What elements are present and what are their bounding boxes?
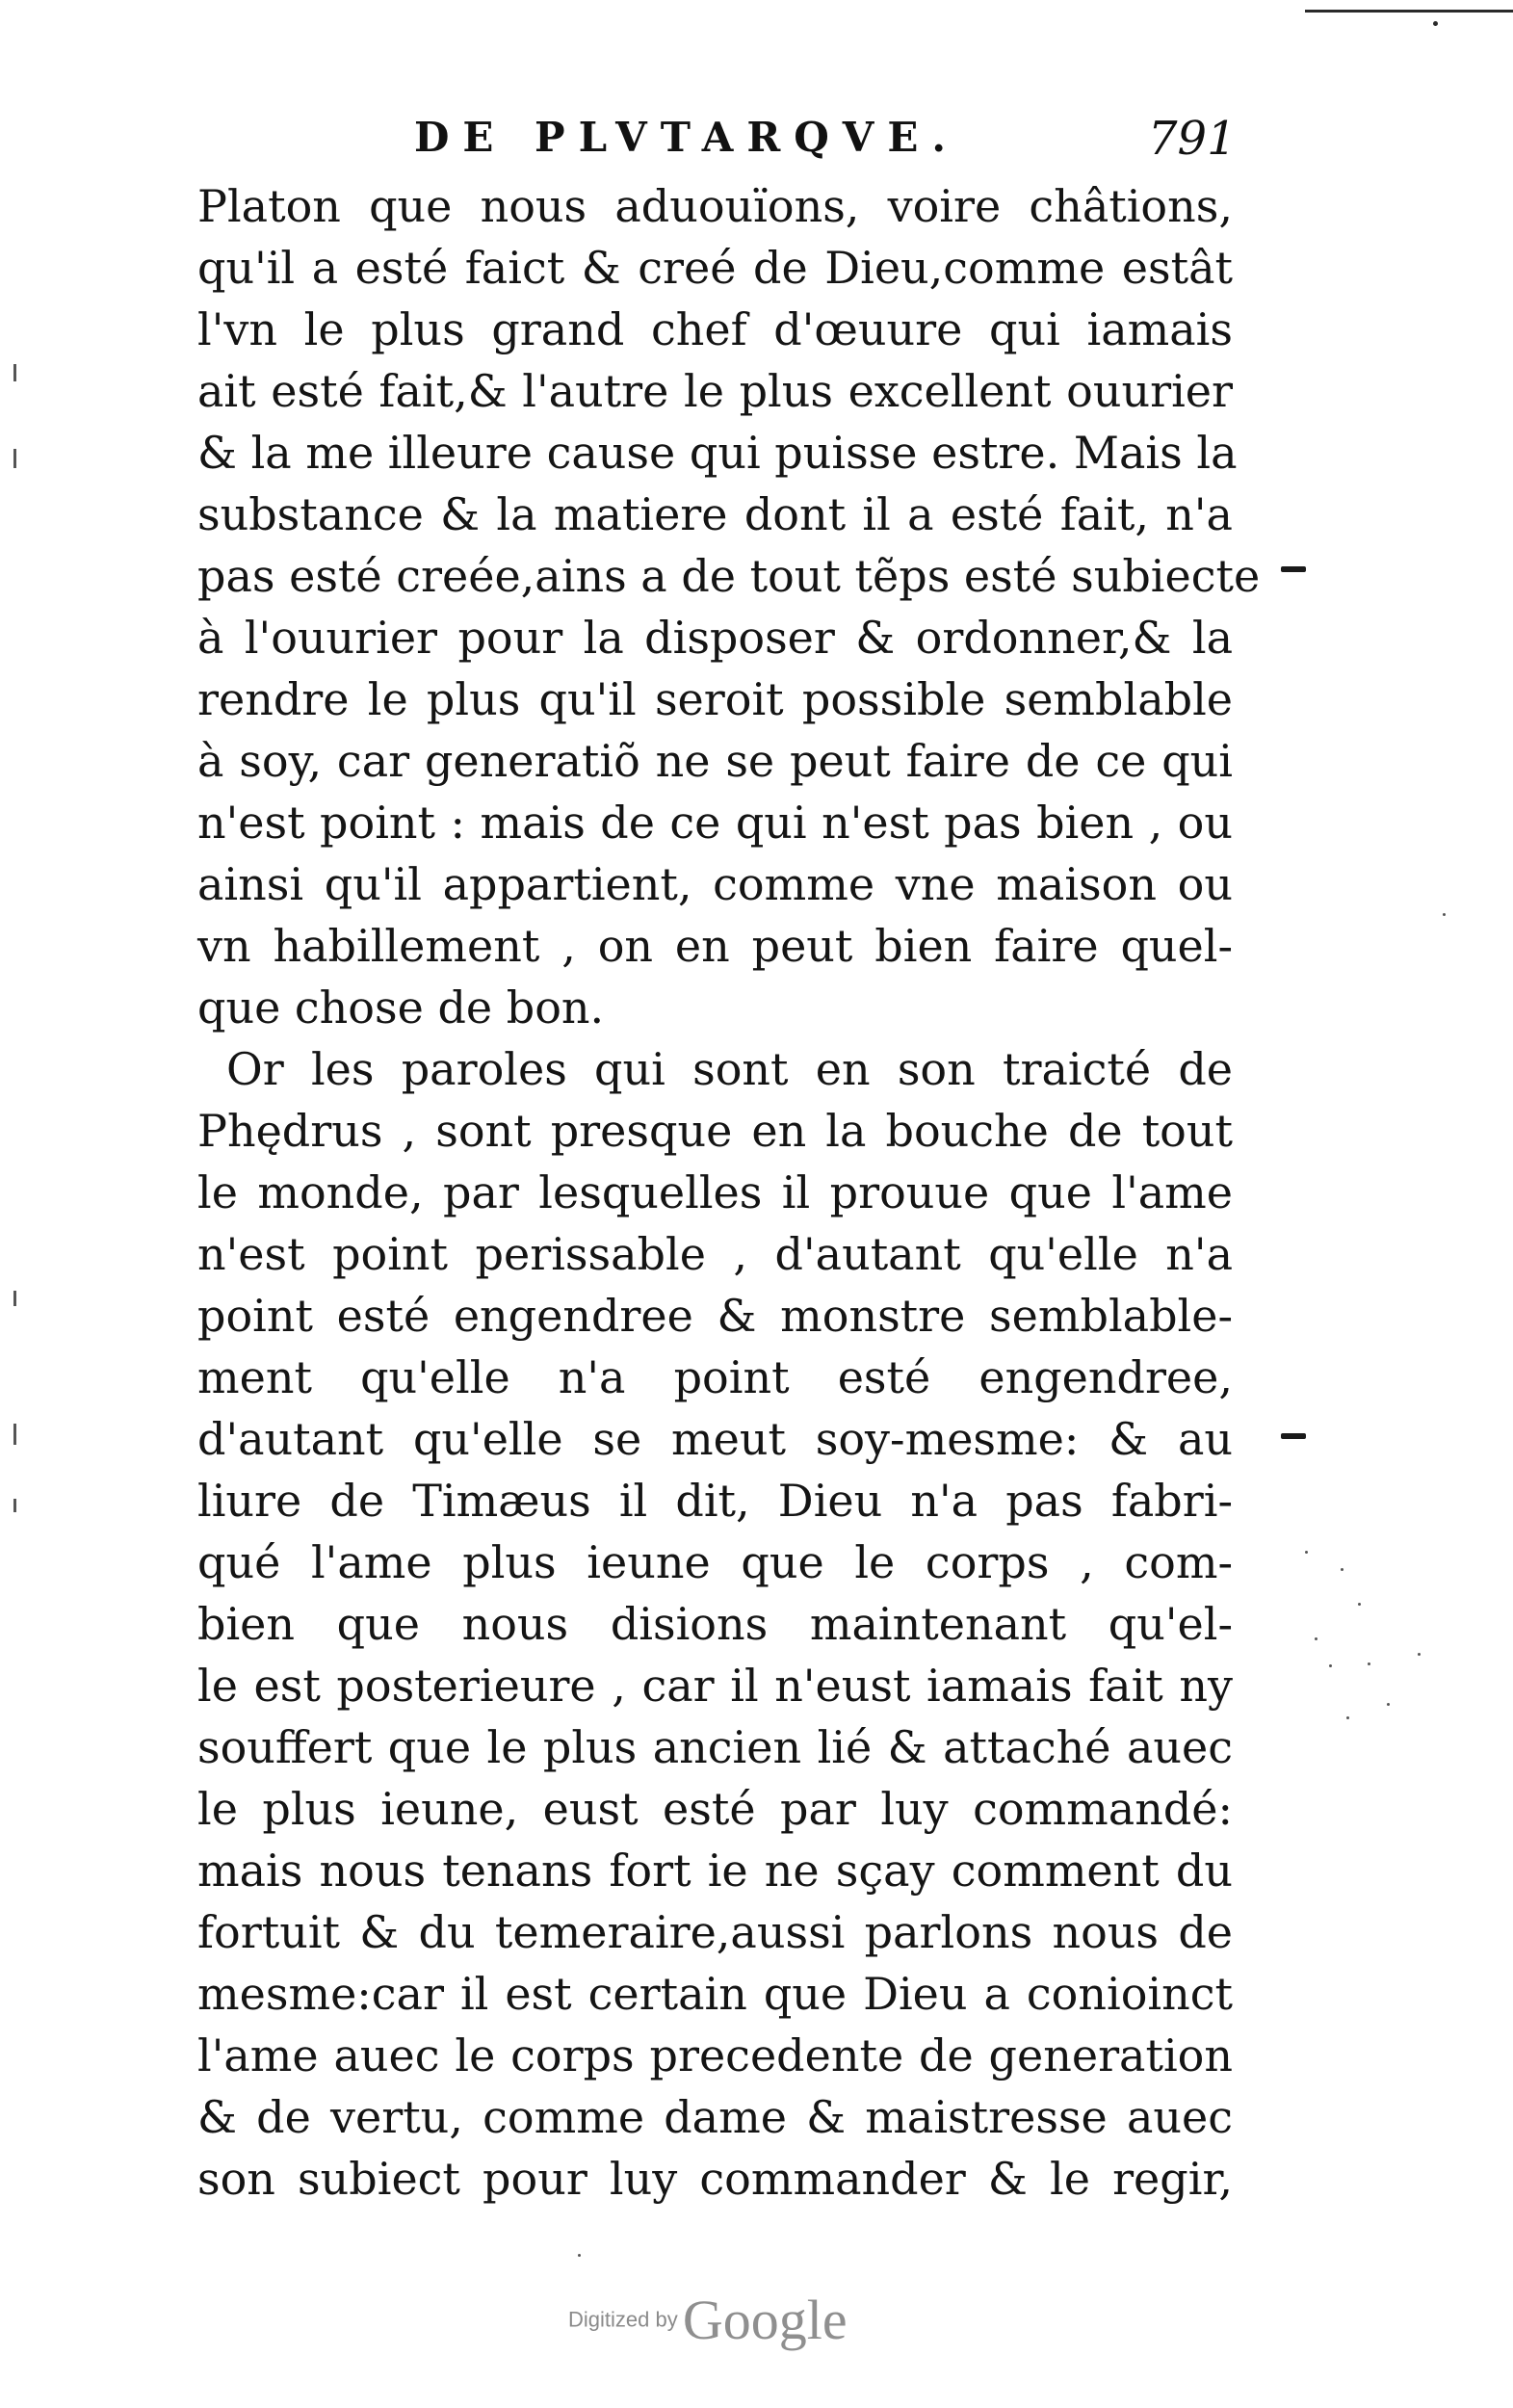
text-line: rendre le plus qu'il seroit possible semblable: [197, 673, 1233, 725]
running-title: DE PLVTARQVE.: [414, 114, 960, 161]
page-number: 791: [1148, 112, 1237, 166]
scan-speck: [1387, 1703, 1390, 1706]
text-line: bien que nous disions maintenant qu'el-: [197, 1598, 1233, 1650]
paragraph-1: [197, 175, 1261, 1038]
text-line: ment qu'elle n'a point esté engendree,: [197, 1351, 1233, 1403]
margin-tick: [13, 449, 16, 468]
margin-tick: [13, 1424, 16, 1445]
text-line: & la me illeure cause qui puisse estre. Mais la: [197, 427, 1238, 479]
text-line: Platon que nous aduouïons, voire châtions,: [197, 180, 1233, 232]
scan-speck: [1346, 1716, 1349, 1719]
text-line: fortuit & du temeraire,aussi parlons nous de: [197, 1906, 1233, 1958]
margin-tick: [13, 1291, 16, 1306]
text-line: qu'il a esté faict & creé de Dieu,comme estât: [197, 242, 1233, 294]
scan-speck: [1368, 1662, 1370, 1665]
text-line: le monde, par lesquelles il prouue que l'ame: [197, 1166, 1233, 1218]
margin-tick: [13, 364, 16, 381]
text-line: souffert que le plus ancien lié & attaché auec: [197, 1721, 1233, 1773]
text-line: l'ame auec le corps precedente de generation: [197, 2029, 1233, 2081]
scan-speck: [578, 2254, 581, 2257]
text-line: Or les paroles qui sont en son traicté de: [226, 1043, 1233, 1095]
margin-tick: [13, 1499, 16, 1512]
text-line: son subiect pour luy commander & le regir,: [197, 2153, 1233, 2205]
scan-speck: [1443, 913, 1446, 916]
text-line: pas esté creée,ains a de tout tẽps esté subiecte: [197, 550, 1261, 602]
text-line: qué l'ame plus ieune que le corps , com-: [197, 1536, 1233, 1588]
text-line: n'est point perissable , d'autant qu'elle n'a: [197, 1228, 1233, 1280]
text-line: liure de Timæus il dit, Dieu n'a pas fabri-: [197, 1475, 1233, 1527]
text-line: mais nous tenans fort ie ne sçay comment du: [197, 1845, 1233, 1897]
body-text: [197, 175, 1261, 2210]
text-line: mesme:car il est certain que Dieu a conioinct: [197, 1968, 1233, 2020]
text-line: à l'ouurier pour la disposer & ordonner,& la: [197, 612, 1233, 664]
text-line: substance & la matiere dont il a esté fait, n'a: [197, 488, 1233, 540]
text-line: n'est point : mais de ce qui n'est pas bien , ou: [197, 797, 1233, 849]
scan-speck: [1358, 1603, 1361, 1606]
scan-edge-dot: [1433, 21, 1438, 26]
text-line: & de vertu, comme dame & maistresse auec: [197, 2091, 1233, 2143]
text-line: vn habillement , on en peut bien faire quel-: [197, 920, 1233, 972]
scan-speck: [1315, 1637, 1317, 1640]
margin-mark: [1281, 566, 1306, 572]
scan-speck: [1418, 1653, 1421, 1656]
digitized-by-label: Digitized by: [568, 2307, 678, 2332]
google-logo-text: Google: [682, 2289, 848, 2351]
scan-speck: [1341, 1568, 1343, 1571]
text-line: à soy, car generatiõ ne se peut faire de ce qui: [197, 735, 1233, 787]
scan-edge-rule: [1305, 10, 1513, 13]
text-line: que chose de bon.: [197, 982, 605, 1034]
text-line: l'vn le plus grand chef d'œuure qui iamais: [197, 303, 1233, 355]
digitized-by-watermark: [568, 2288, 848, 2352]
text-line: ainsi qu'il appartient, comme vne maison ou: [197, 858, 1233, 910]
text-line: ait esté fait,& l'autre le plus excellent ouurier: [197, 365, 1233, 417]
text-line: d'autant qu'elle se meut soy-mesme: & au: [197, 1413, 1233, 1465]
text-line: le est posterieure , car il n'eust iamais fait ny: [197, 1660, 1233, 1712]
text-line: point esté engendree & monstre semblable-: [197, 1290, 1233, 1342]
text-line: Phędrus , sont presque en la bouche de tout: [197, 1105, 1233, 1157]
scan-speck: [1329, 1664, 1332, 1667]
text-line: le plus ieune, eust esté par luy commandé:: [197, 1783, 1233, 1835]
paragraph-2: [197, 1038, 1233, 2210]
scan-speck: [1305, 1551, 1308, 1554]
margin-mark: [1281, 1433, 1306, 1439]
